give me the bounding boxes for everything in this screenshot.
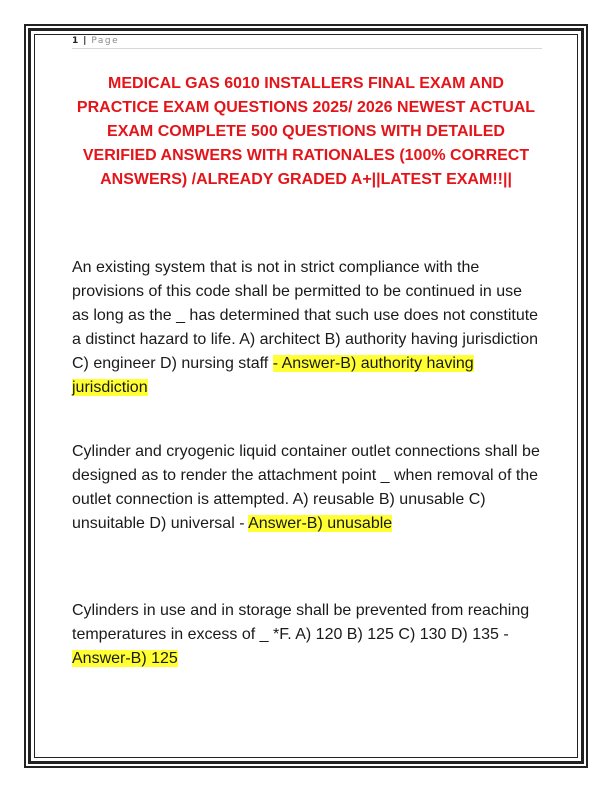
- question-text: An existing system that is not in strict compliance with the provisions of this code shall be permitted to be continued in use as long as the _ has determined that such use does not constitute a distinct hazard to life. A) architect B) authority having jurisdiction C) engineer D) nursing staff: [72, 259, 539, 372]
- document-title: MEDICAL GAS 6010 INSTALLERS FINAL EXAM AND PRACTICE EXAM QUESTIONS 2025/ 2026 NEWEST ACTUAL EXAM COMPLETE 500 QUESTIONS WITH DETAILED VERIFIED ANSWERS WITH RATIONALES (100% CORRECT ANSWERS) /ALREADY GRADED A+||LATEST EXAM!!||: [76, 75, 536, 188]
- page-label: Page: [91, 36, 120, 46]
- page-header-separator: |: [83, 36, 87, 46]
- question-block-2: [72, 440, 542, 536]
- question-text: Cylinder and cryogenic liquid container outlet connections shall be designed as to render the attachment point _ when removal of the outlet connection is attempted. A) reusable B) unusable C) unsuitable D) universal -: [72, 443, 540, 532]
- answer-highlight: Answer-B) unusable: [248, 515, 393, 532]
- question-block-3: [72, 599, 542, 671]
- answer-highlight: - Answer-B) authority having jurisdiction: [72, 355, 474, 396]
- answer-highlight: Answer-B) 125: [72, 650, 178, 667]
- question-text: Cylinders in use and in storage shall be prevented from reaching temperatures in excess of _ *F. A) 120 B) 125 C) 130 D) 135 -: [72, 602, 530, 643]
- question-block-1: [72, 256, 542, 400]
- page-header: [72, 36, 542, 49]
- page-number: 1: [72, 36, 79, 46]
